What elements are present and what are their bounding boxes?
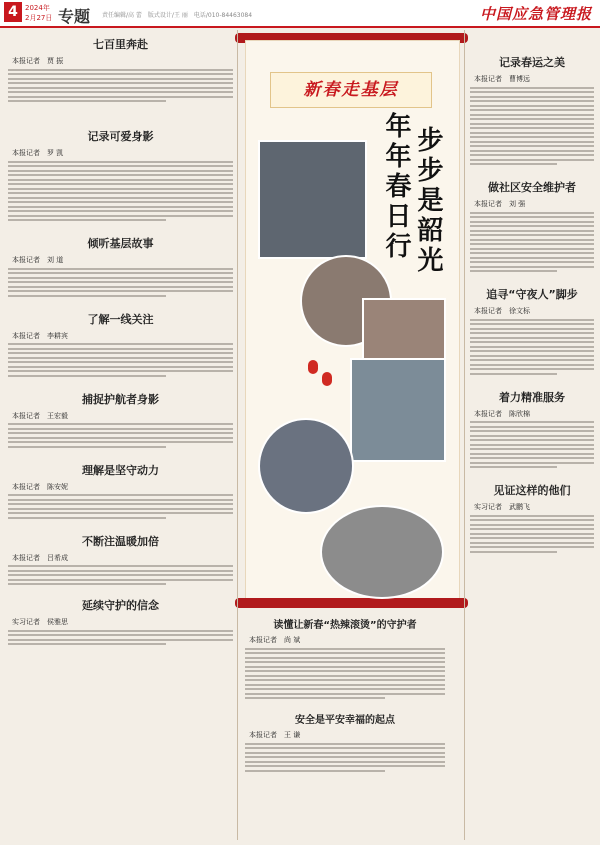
photo-emergency-team	[320, 505, 444, 599]
feature-subtitle: 步步是韶光	[413, 126, 443, 276]
article	[8, 533, 233, 586]
byline: 本报记者 贾 振	[12, 57, 64, 65]
section-title: 专题	[58, 7, 91, 26]
article	[245, 711, 445, 772]
article-title: 追寻“守夜人”脚步	[486, 288, 578, 301]
article-title: 见证这样的他们	[493, 484, 571, 497]
article-title: 不断注温暖加倍	[82, 534, 159, 548]
feature-title: 年年春日行	[381, 112, 411, 262]
article-title: 捕捉护航者身影	[82, 392, 159, 406]
byline: 本报记者 吕希成	[12, 553, 68, 562]
lantern-icon	[308, 360, 318, 374]
middle-bottom-column	[245, 610, 445, 774]
byline: 本报记者 尚 斌	[249, 636, 301, 644]
article-title: 了解一线关注	[87, 312, 154, 326]
masthead	[0, 0, 600, 28]
byline: 本报记者 陈欣棉	[474, 409, 530, 418]
banner-text: 新春走基层	[303, 80, 399, 100]
byline: 本报记者 刘 强	[474, 200, 526, 208]
article-title: 延续守护的信念	[82, 599, 159, 612]
column-divider	[237, 30, 238, 840]
article-title: 记录可爱身影	[87, 130, 154, 143]
article	[470, 389, 594, 469]
article-title: 倾听基层故事	[87, 237, 154, 250]
article	[8, 597, 233, 645]
right-column	[470, 30, 594, 555]
article	[8, 235, 233, 297]
article	[8, 311, 233, 377]
lantern-icon	[322, 372, 332, 386]
article	[470, 286, 594, 375]
article	[8, 128, 233, 221]
article-title: 七百里奔赴	[93, 38, 148, 51]
feature-banner	[270, 72, 432, 108]
editor-credits: 责任编辑/高 蕾 版式设计/王 丽 电话/010-84463084	[102, 12, 253, 19]
left-column	[8, 30, 233, 648]
date-year: 2024年	[25, 4, 50, 12]
photo-firefighter-camera	[258, 140, 367, 259]
byline: 实习记者 侯雅思	[12, 618, 68, 626]
byline: 本报记者 徐文标	[474, 307, 530, 315]
article	[470, 482, 594, 553]
byline: 本报记者 李耕宾	[12, 331, 68, 340]
column-divider	[464, 30, 465, 840]
article	[8, 462, 233, 519]
byline: 本报记者 陈安妮	[12, 482, 68, 491]
article	[8, 36, 233, 102]
newspaper-logo: 中国应急管理报	[479, 5, 592, 23]
byline: 本报记者 王 谦	[249, 731, 301, 739]
article-title: 记录春运之美	[499, 56, 565, 69]
article-title: 理解是坚守动力	[82, 463, 159, 477]
article-title: 做社区安全维护者	[488, 181, 576, 194]
byline: 本报记者 曹博远	[474, 75, 530, 83]
article-title: 着力精准服务	[499, 390, 565, 404]
date-day: 2月27日	[25, 14, 53, 22]
byline: 实习记者 武鹏飞	[474, 503, 530, 511]
article-title: 读懂让新春“热辣滚烫”的守护者	[273, 620, 417, 631]
article-title: 安全是平安幸福的起点	[295, 715, 395, 726]
article	[470, 179, 594, 272]
scroll-rod-bottom	[235, 598, 468, 608]
byline: 本报记者 刘 道	[12, 256, 64, 264]
photo-street-patrol	[258, 418, 354, 514]
article	[8, 391, 233, 448]
article	[470, 54, 594, 165]
byline: 本报记者 王宏毅	[12, 411, 68, 420]
photo-workers	[350, 358, 446, 462]
byline: 本报记者 罗 凯	[12, 149, 64, 157]
article	[245, 616, 445, 699]
page-number: 4	[4, 2, 22, 22]
